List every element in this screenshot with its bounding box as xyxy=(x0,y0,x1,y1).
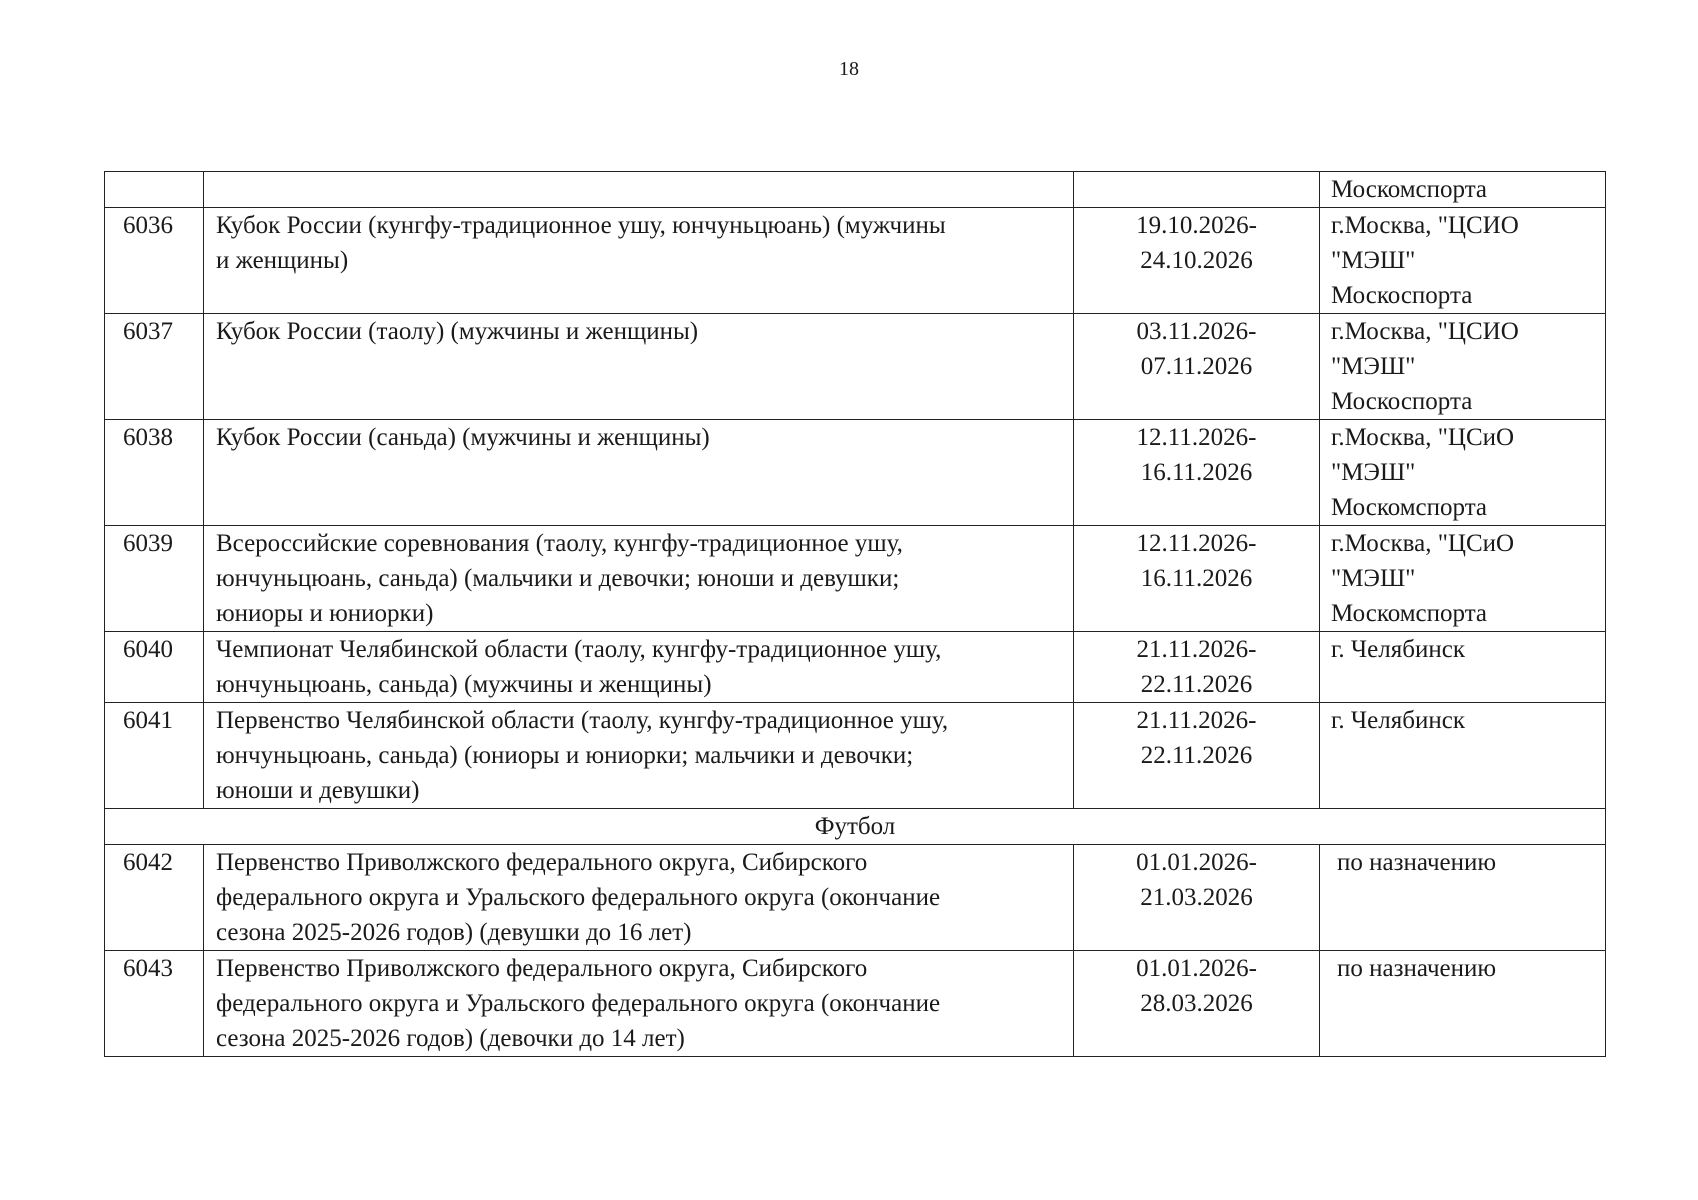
start-date: 21.11.2026- xyxy=(1136,636,1257,663)
dates-cell xyxy=(1074,420,1320,526)
section-heading: Футбол xyxy=(105,809,1606,845)
venue-cell xyxy=(1320,172,1606,208)
event-name-line: юнчуньцюань, саньда) (мужчины и женщины) xyxy=(216,671,712,698)
venue-line: "МЭШ" xyxy=(1331,459,1416,486)
row-number-cell xyxy=(105,172,204,208)
row-number-cell: 6042 xyxy=(105,845,204,951)
table-row xyxy=(105,208,1606,314)
row-number-cell: 6040 xyxy=(105,632,204,703)
end-date: 28.03.2026 xyxy=(1140,990,1253,1017)
end-date: 21.03.2026 xyxy=(1140,884,1253,911)
event-name-line: сезона 2025-2026 годов) (девушки до 16 лет) xyxy=(216,919,692,946)
venue-line: г.Москва, "ЦСиО xyxy=(1331,424,1515,451)
page-number: 18 xyxy=(839,58,859,80)
end-date: 22.11.2026 xyxy=(1140,742,1253,769)
dates-cell xyxy=(1074,632,1320,703)
competition-schedule-table xyxy=(104,171,1606,1057)
row-number-cell: 6039 xyxy=(105,526,204,632)
event-name-line: федерального округа и Уральского федерального округа (окончание xyxy=(216,990,941,1017)
venue-cell xyxy=(1320,420,1606,526)
venue-cell xyxy=(1320,845,1606,951)
row-number-cell: 6036 xyxy=(105,208,204,314)
event-name-line: и женщины) xyxy=(216,247,349,274)
start-date: 21.11.2026- xyxy=(1136,707,1257,734)
venue-line: г. Челябинск xyxy=(1331,636,1465,663)
venue-line: Москоспорта xyxy=(1331,388,1473,415)
table-row xyxy=(105,314,1606,420)
dates-cell xyxy=(1074,526,1320,632)
dates-cell xyxy=(1074,703,1320,809)
event-name-line: юнчуньцюань, саньда) (юниоры и юниорки; мальчики и девочки; xyxy=(216,742,914,769)
event-name-line: юниоры и юниорки) xyxy=(216,600,434,627)
end-date: 24.10.2026 xyxy=(1140,247,1253,274)
event-name-cell xyxy=(204,420,1074,526)
event-name-line: Первенство Приволжского федерального округа, Сибирского xyxy=(216,849,868,876)
row-number-cell: 6043 xyxy=(105,951,204,1057)
event-name-line: федерального округа и Уральского федерального округа (окончание xyxy=(216,884,941,911)
table-row xyxy=(105,632,1606,703)
event-name-line: Чемпионат Челябинской области (таолу, кунгфу-традиционное ушу, xyxy=(216,636,942,663)
venue-line: "МЭШ" xyxy=(1331,247,1416,274)
dates-cell xyxy=(1074,172,1320,208)
row-number-cell: 6037 xyxy=(105,314,204,420)
start-date: 12.11.2026- xyxy=(1136,424,1257,451)
event-name-line: юнчуньцюань, саньда) (мальчики и девочки; юноши и девушки; xyxy=(216,565,900,592)
start-date: 01.01.2026- xyxy=(1136,955,1257,982)
event-name-cell xyxy=(204,172,1074,208)
end-date: 16.11.2026 xyxy=(1140,565,1253,592)
dates-cell xyxy=(1074,951,1320,1057)
start-date: 03.11.2026- xyxy=(1136,318,1257,345)
row-number-cell: 6038 xyxy=(105,420,204,526)
event-name-line: Кубок России (кунгфу-традиционное ушу, юнчуньцюань) (мужчины xyxy=(216,212,946,239)
table-row xyxy=(105,951,1606,1057)
venue-line: Москоспорта xyxy=(1331,282,1473,309)
event-name-line: Первенство Приволжского федерального округа, Сибирского xyxy=(216,955,868,982)
event-name-line: сезона 2025-2026 годов) (девочки до 14 лет) xyxy=(216,1025,685,1052)
venue-line: г.Москва, "ЦСиО xyxy=(1331,530,1515,557)
venue-line: по назначению xyxy=(1337,849,1497,876)
table-row xyxy=(105,845,1606,951)
dates-cell xyxy=(1074,845,1320,951)
venue-line: г.Москва, "ЦСИО xyxy=(1331,318,1519,345)
end-date: 16.11.2026 xyxy=(1140,459,1253,486)
dates-cell xyxy=(1074,314,1320,420)
venue-cell xyxy=(1320,632,1606,703)
event-name-line: Кубок России (саньда) (мужчины и женщины) xyxy=(216,424,710,451)
event-name-cell xyxy=(204,703,1074,809)
venue-line: Москомспорта xyxy=(1331,600,1488,627)
venue-line: Москомспорта xyxy=(1331,176,1488,203)
row-number-cell: 6041 xyxy=(105,703,204,809)
venue-cell xyxy=(1320,951,1606,1057)
venue-line: "МЭШ" xyxy=(1331,353,1416,380)
start-date: 01.01.2026- xyxy=(1136,849,1257,876)
end-date: 22.11.2026 xyxy=(1140,671,1253,698)
venue-line: по назначению xyxy=(1337,955,1497,982)
event-name-cell xyxy=(204,632,1074,703)
table-row-continuation xyxy=(105,172,1606,208)
table-row xyxy=(105,420,1606,526)
event-name-cell xyxy=(204,526,1074,632)
event-name-cell xyxy=(204,314,1074,420)
end-date: 07.11.2026 xyxy=(1140,353,1253,380)
event-name-cell xyxy=(204,951,1074,1057)
venue-cell xyxy=(1320,703,1606,809)
venue-cell xyxy=(1320,526,1606,632)
event-name-line: Всероссийские соревнования (таолу, кунгфу-традиционное ушу, xyxy=(216,530,903,557)
venue-line: Москомспорта xyxy=(1331,494,1488,521)
dates-cell xyxy=(1074,208,1320,314)
venue-cell xyxy=(1320,314,1606,420)
event-name-cell xyxy=(204,845,1074,951)
start-date: 19.10.2026- xyxy=(1136,212,1257,239)
start-date: 12.11.2026- xyxy=(1136,530,1257,557)
table-row xyxy=(105,703,1606,809)
event-name-line: юноши и девушки) xyxy=(216,777,420,804)
section-heading-row xyxy=(105,809,1606,845)
event-name-cell xyxy=(204,208,1074,314)
event-name-line: Первенство Челябинской области (таолу, кунгфу-традиционное ушу, xyxy=(216,707,949,734)
event-name-line: Кубок России (таолу) (мужчины и женщины) xyxy=(216,318,699,345)
venue-line: г.Москва, "ЦСИО xyxy=(1331,212,1519,239)
venue-cell xyxy=(1320,208,1606,314)
table-row xyxy=(105,526,1606,632)
venue-line: "МЭШ" xyxy=(1331,565,1416,592)
venue-line: г. Челябинск xyxy=(1331,707,1465,734)
